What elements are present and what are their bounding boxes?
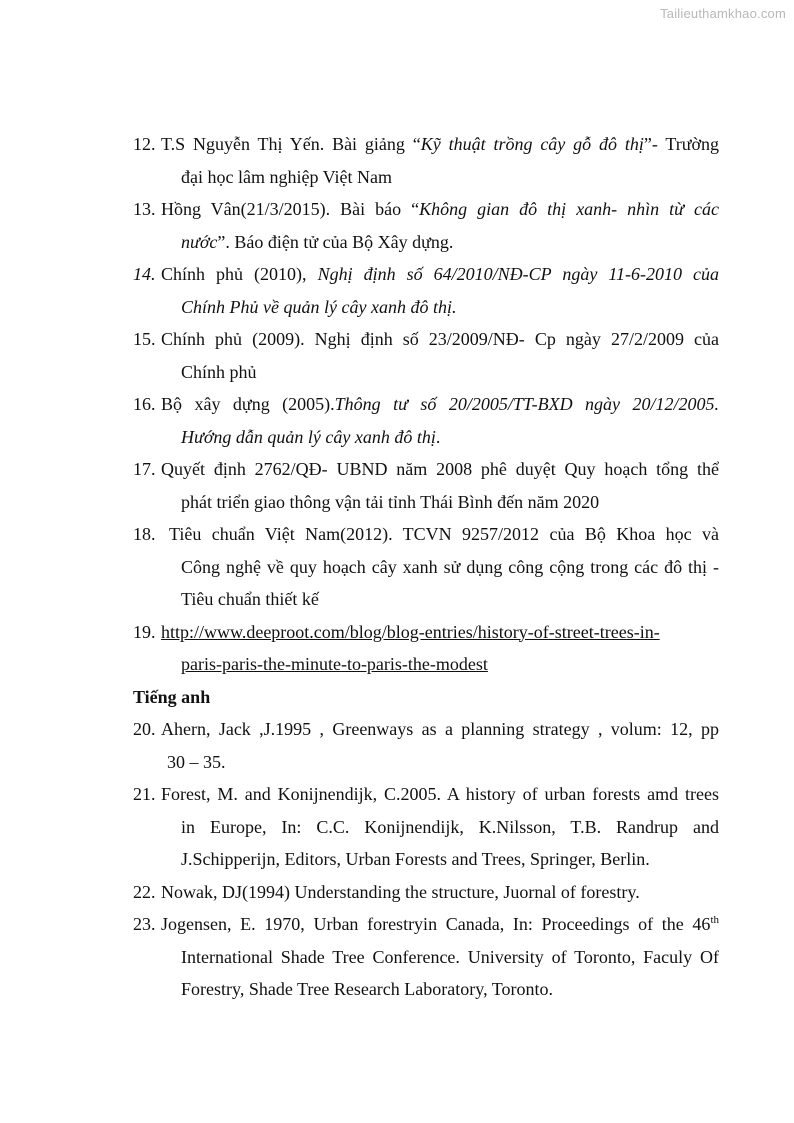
reference-item xyxy=(133,453,719,518)
reference-item xyxy=(133,323,719,388)
reference-line: Chính phủ xyxy=(181,361,257,382)
reference-line: Chính phủ (2009). Nghị định số 23/2009/NĐ- Cp ngày 27/2/2009 của xyxy=(161,329,719,349)
reference-number: 14. xyxy=(133,264,156,284)
reference-number: 18. xyxy=(133,524,156,544)
reference-number: 23. xyxy=(133,914,156,934)
reference-number: 13. xyxy=(133,199,156,219)
reference-item xyxy=(133,778,719,876)
reference-line: 30 – 35. xyxy=(167,751,226,772)
reference-line: Công nghệ về quy hoạch cây xanh sử dụng công cộng trong các đô thị - xyxy=(181,556,719,577)
url-link-line1[interactable]: http://www.deeproot.com/blog/blog-entries/history-of-street-trees-in- xyxy=(161,621,660,642)
reference-line: Jogensen, E. 1970, Urban forestryin Canada, In: Proceedings of the 46th xyxy=(161,914,719,934)
reference-line: Chính phủ (2010), Nghị định số 64/2010/NĐ-CP ngày 11-6-2010 của xyxy=(161,264,719,284)
reference-item xyxy=(133,876,719,909)
watermark-text: Tailieuthamkhao.com xyxy=(660,6,786,21)
reference-line: in Europe, In: C.C. Konijnendijk, K.Nilsson, T.B. Randrup and xyxy=(181,816,719,837)
reference-item xyxy=(133,193,719,258)
reference-line: nước”. Báo điện tử của Bộ Xây dựng. xyxy=(181,231,454,252)
reference-line: T.S Nguyễn Thị Yến. Bài giảng “Kỹ thuật trồng cây gỗ đô thị”- Trường xyxy=(161,134,720,154)
reference-line: Ahern, Jack ,J.1995 , Greenways as a planning strategy , volum: 12, pp xyxy=(161,719,719,739)
reference-line: Tiêu chuẩn thiết kế xyxy=(181,589,319,609)
reference-link[interactable] xyxy=(161,616,719,649)
reference-line: Tiêu chuẩn Việt Nam(2012). TCVN 9257/2012 của Bộ Khoa học và xyxy=(169,524,719,544)
reference-line: Hồng Vân(21/3/2015). Bài báo “Không gian đô thị xanh- nhìn từ các xyxy=(161,199,719,219)
reference-number: 20. xyxy=(133,719,156,739)
reference-item xyxy=(133,616,719,681)
reference-line: International Shade Tree Conference. University of Toronto, Faculy Of xyxy=(181,946,719,967)
reference-line: phát triển giao thông vận tải tỉnh Thái Bình đến năm 2020 xyxy=(181,491,600,512)
reference-line: đại học lâm nghiệp Việt Nam xyxy=(181,166,393,187)
reference-number: 17. xyxy=(133,459,156,479)
reference-line: Quyết định 2762/QĐ- UBND năm 2008 phê duyệt Quy hoạch tổng thể xyxy=(161,459,719,479)
reference-item xyxy=(133,128,719,193)
reference-link[interactable] xyxy=(181,648,719,681)
reference-number: 16. xyxy=(133,394,156,414)
reference-number: 21. xyxy=(133,784,156,804)
reference-number: 15. xyxy=(133,329,156,349)
reference-item xyxy=(133,908,719,1006)
reference-item xyxy=(133,258,719,323)
reference-item xyxy=(133,518,719,616)
reference-line: Bộ xây dựng (2005).Thông tư số 20/2005/TT-BXD ngày 20/12/2005. xyxy=(161,394,719,414)
reference-list xyxy=(133,128,719,1006)
reference-line: Forestry, Shade Tree Research Laboratory, Toronto. xyxy=(181,979,553,999)
reference-line: Forest, M. and Konijnendijk, C.2005. A history of urban forests amd trees xyxy=(161,784,719,804)
superscript: th xyxy=(710,914,719,926)
reference-line: Nowak, DJ(1994) Understanding the structure, Juornal of forestry. xyxy=(161,881,640,902)
reference-number: 22. xyxy=(133,881,156,902)
reference-item xyxy=(133,713,719,778)
url-link-line2[interactable]: paris-paris-the-minute-to-paris-the-modest xyxy=(181,654,488,674)
reference-line: Hướng dẫn quản lý cây xanh đô thị. xyxy=(181,426,441,447)
reference-line: Chính Phủ về quản lý cây xanh đô thị. xyxy=(181,296,457,317)
reference-item xyxy=(133,388,719,453)
section-heading: Tiếng anh xyxy=(133,686,211,707)
reference-number: 12. xyxy=(133,134,156,154)
reference-line: J.Schipperijn, Editors, Urban Forests and Trees, Springer, Berlin. xyxy=(181,849,650,869)
reference-number: 19. xyxy=(133,621,156,642)
